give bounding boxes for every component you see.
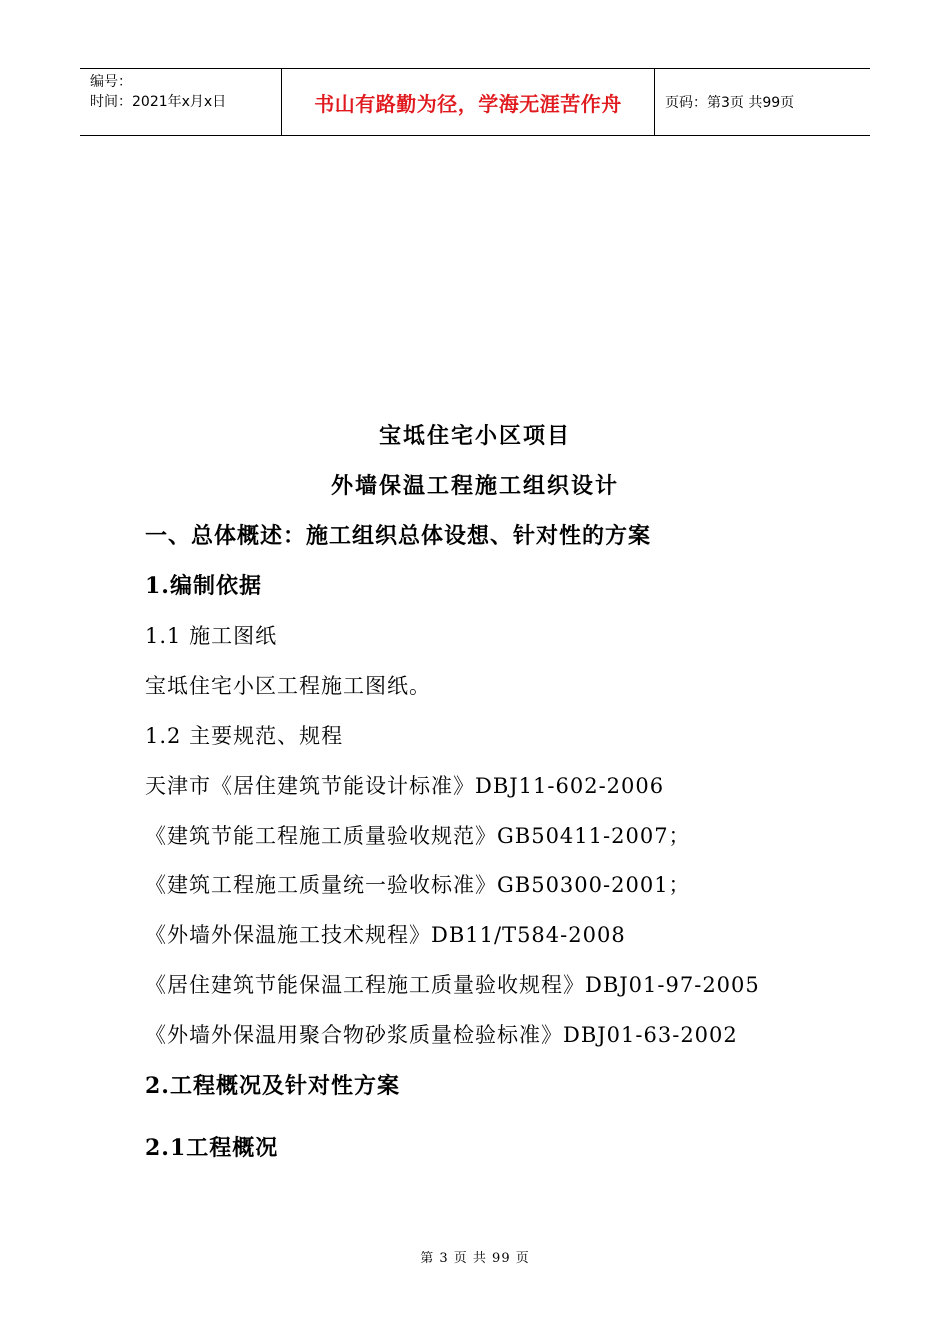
standard-item: 《建筑工程施工质量统一验收标准》GB50300-2001； — [145, 873, 691, 897]
header-page-info: 页码：第3页 共99页 — [665, 95, 795, 111]
standard-item: 《外墙外保温施工技术规程》DB11/T584-2008 — [145, 923, 626, 947]
subsection-drawings: 1.1 施工图纸 — [145, 624, 278, 648]
header-time-label: 时间：2021年x月x日 — [90, 94, 227, 110]
page-header — [80, 68, 870, 136]
standard-item: 天津市《居住建筑节能设计标准》DBJ11-602-2006 — [145, 774, 665, 798]
subsection-heading-overview: 2.工程概况及针对性方案 — [145, 1073, 400, 1099]
subsection-heading-project: 2.1工程概况 — [145, 1135, 279, 1161]
document-title: 宝坻住宅小区项目 — [378, 423, 571, 449]
header-motto: 书山有路勤为径，学海无涯苦作舟 — [282, 69, 655, 135]
subsection-standards: 1.2 主要规范、规程 — [145, 724, 344, 748]
page-footer: 第 3 页 共 99 页 — [420, 1251, 530, 1266]
header-meta-cell — [80, 69, 282, 135]
section-heading-overview: 一、总体概述：施工组织总体设想、针对性的方案 — [145, 523, 652, 549]
drawings-text: 宝坻住宅小区工程施工图纸。 — [145, 674, 431, 698]
standard-item: 《外墙外保温用聚合物砂浆质量检验标准》DBJ01-63-2002 — [145, 1023, 738, 1047]
document-subtitle: 外墙保温工程施工组织设计 — [330, 473, 619, 499]
subsection-heading-basis: 1.编制依据 — [145, 573, 262, 599]
header-number-label: 编号： — [90, 74, 132, 90]
standard-item: 《居住建筑节能保温工程施工质量验收规程》DBJ01-97-2005 — [145, 973, 760, 997]
standard-item: 《建筑节能工程施工质量验收规范》GB50411-2007； — [145, 824, 691, 848]
